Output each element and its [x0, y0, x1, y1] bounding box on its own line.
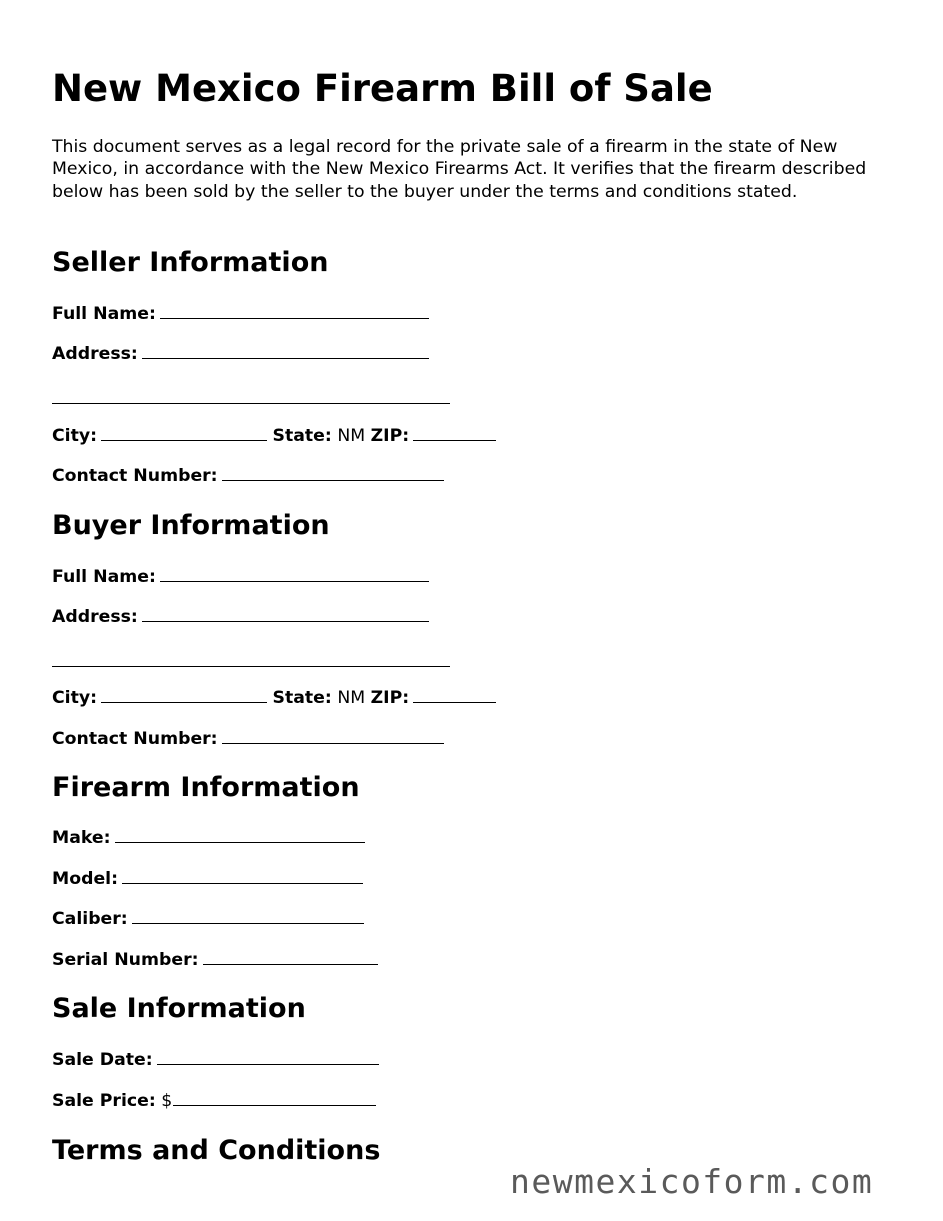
- firearm-caliber-row: [52, 908, 364, 930]
- buyer-contact-label: Contact Number:: [52, 729, 218, 749]
- sale-heading: Sale Information: [52, 993, 306, 1024]
- firearm-serial-label: Serial Number:: [52, 950, 199, 970]
- buyer-address-row: [52, 606, 429, 628]
- seller-full-name-label: Full Name:: [52, 304, 156, 324]
- firearm-serial-row: [52, 949, 378, 971]
- buyer-city-label: City:: [52, 688, 98, 708]
- buyer-full-name-label: Full Name:: [52, 567, 156, 587]
- firearm-make-field[interactable]: [115, 828, 365, 843]
- firearm-serial-field[interactable]: [203, 950, 378, 965]
- document-title: New Mexico Firearm Bill of Sale: [52, 67, 713, 110]
- buyer-city-field[interactable]: [101, 688, 267, 703]
- seller-heading: Seller Information: [52, 247, 329, 278]
- seller-state-label: State:: [272, 426, 332, 446]
- seller-address-line-2-field[interactable]: [52, 403, 450, 404]
- seller-contact-row: [52, 465, 444, 487]
- sale-date-label: Sale Date:: [52, 1050, 153, 1070]
- terms-heading: Terms and Conditions: [52, 1135, 381, 1166]
- buyer-contact-field[interactable]: [222, 729, 444, 744]
- sale-price-field[interactable]: [173, 1091, 376, 1106]
- seller-city-field[interactable]: [101, 426, 267, 441]
- sale-price-label: Sale Price:: [52, 1091, 156, 1111]
- seller-full-name-row: [52, 303, 429, 325]
- seller-city-label: City:: [52, 426, 98, 446]
- intro-paragraph: This document serves as a legal record for the private sale of a firearm in the state of New Mexico, in accordance with the New Mexico Firearms Act. It verifies that the firearm described below has been sold by the seller to the buyer under the terms and conditions stated.: [52, 137, 867, 202]
- buyer-zip-field[interactable]: [413, 688, 496, 703]
- firearm-model-field[interactable]: [122, 869, 363, 884]
- seller-contact-label: Contact Number:: [52, 466, 218, 486]
- buyer-zip-label: ZIP:: [370, 688, 410, 708]
- buyer-state-value: NM: [337, 688, 366, 708]
- buyer-full-name-row: [52, 566, 429, 588]
- seller-address-row: [52, 343, 429, 365]
- buyer-address-field[interactable]: [142, 607, 429, 622]
- currency-symbol: $: [161, 1091, 173, 1111]
- seller-zip-field[interactable]: [413, 426, 496, 441]
- firearm-heading: Firearm Information: [52, 772, 360, 803]
- sale-date-row: [52, 1049, 379, 1071]
- buyer-address-line-2-field[interactable]: [52, 666, 450, 667]
- firearm-make-label: Make:: [52, 828, 111, 848]
- firearm-model-label: Model:: [52, 869, 118, 889]
- seller-address-field[interactable]: [142, 344, 429, 359]
- buyer-full-name-field[interactable]: [160, 567, 429, 582]
- site-watermark: newmexicoform.com: [510, 1162, 874, 1201]
- seller-full-name-field[interactable]: [160, 304, 429, 319]
- seller-address-label: Address:: [52, 344, 138, 364]
- seller-zip-label: ZIP:: [370, 426, 410, 446]
- seller-city-state-zip-row: [52, 425, 496, 447]
- buyer-city-state-zip-row: [52, 687, 496, 709]
- seller-state-value: NM: [337, 426, 366, 446]
- firearm-model-row: [52, 868, 363, 890]
- buyer-state-label: State:: [272, 688, 332, 708]
- firearm-caliber-field[interactable]: [132, 909, 364, 924]
- sale-price-row: [52, 1090, 376, 1112]
- buyer-address-label: Address:: [52, 607, 138, 627]
- buyer-contact-row: [52, 728, 444, 750]
- buyer-heading: Buyer Information: [52, 510, 330, 541]
- sale-date-field[interactable]: [157, 1050, 379, 1065]
- seller-contact-field[interactable]: [222, 466, 444, 481]
- firearm-make-row: [52, 827, 365, 849]
- firearm-caliber-label: Caliber:: [52, 909, 128, 929]
